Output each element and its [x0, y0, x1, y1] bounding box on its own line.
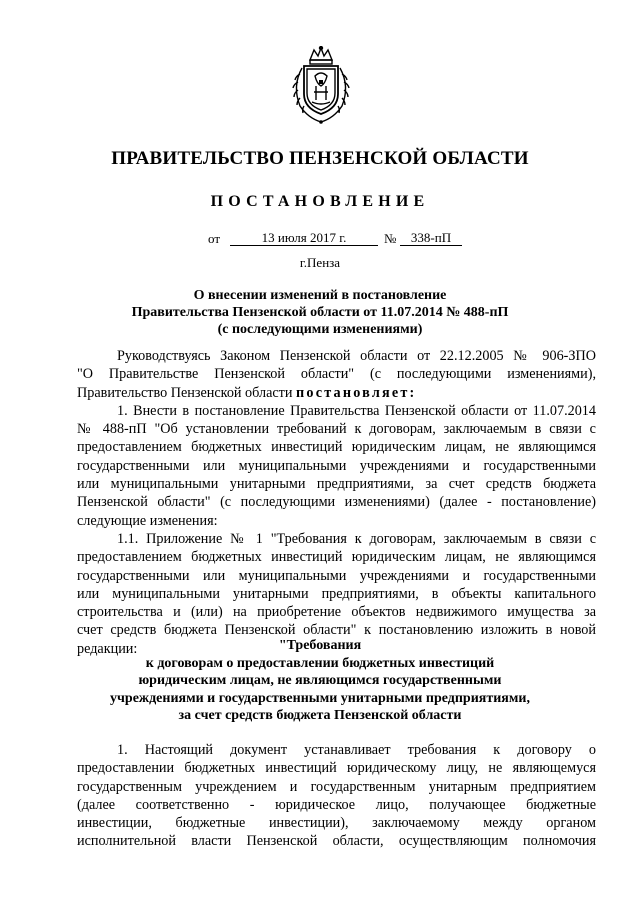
preamble-text: Правительство Пензенской области: [77, 384, 297, 401]
body-line: следующие изменения:: [77, 512, 218, 529]
body-line: (далее соответственно - юридическое лицо, получающее бюджетные: [77, 796, 596, 813]
document-subject: [0, 287, 640, 338]
penza-coat-of-arms-icon: [290, 46, 352, 126]
requirements-title-line: юридическим лицам, не являющимся государственными: [138, 673, 502, 688]
subject-line: (с последующими изменениями): [217, 322, 423, 337]
body-line: государственным учреждением и государственным унитарным предприятием: [77, 778, 596, 795]
requirements-title-line: учреждениями и государственными унитарными предприятиями,: [110, 690, 530, 706]
body-line: [77, 384, 596, 402]
document-number: 338-пП: [400, 231, 462, 246]
body-line: предоставлением бюджетных инвестиций юридическим лицам, не являющимся: [77, 549, 596, 566]
body-line: № 488-пП "Об установлении требований к договорам, заключаемым в связи с: [77, 421, 596, 438]
subject-line: Правительства Пензенской области от 11.07.2014 № 488-пП: [131, 305, 509, 320]
place-of-issue: г.Пенза: [299, 255, 341, 270]
document-type: ПОСТАНОВЛЕНИЕ: [210, 193, 430, 210]
requirements-title-line: к договорам о предоставлении бюджетных инвестиций: [145, 655, 495, 671]
body-line: исполнительной власти Пензенской области, осуществляющим полномочия: [77, 833, 596, 850]
body-line: 1. Внести в постановление Правительства Пензенской области от 11.07.2014: [117, 402, 596, 419]
number-prefix: №: [384, 231, 397, 246]
requirements-clause-1: [77, 741, 596, 851]
body-line: 1. Настоящий документ устанавливает требования к договору о: [117, 742, 596, 758]
body-line: "О Правительстве Пензенской области" (с последующими изменениями),: [77, 366, 596, 383]
government-title: ПРАВИТЕЛЬСТВО ПЕНЗЕНСКОЙ ОБЛАСТИ: [111, 148, 529, 169]
requirements-title-line: за счет средств бюджета Пензенской области: [178, 708, 462, 723]
body-line: строительства и (или) на приобретение объектов недвижимого имущества за: [77, 604, 596, 621]
body-line: государственными или муниципальными учреждениями и государственными: [77, 567, 596, 584]
requirements-title: [0, 637, 640, 725]
subject-line: О внесении изменений в постановление: [193, 288, 447, 303]
body-line: предоставлении бюджетных инвестиций юридическому лицу, не являющемуся: [77, 760, 596, 777]
resolves-word: постановляет:: [296, 384, 417, 401]
body-line: или муниципальными унитарными предприятиями, в объекты капитального: [77, 585, 596, 602]
document-date: 13 июля 2017 г.: [230, 231, 378, 246]
body-line: или муниципальными унитарными предприятиями, за счет средств бюджета: [77, 476, 596, 493]
body-line: 1.1. Приложение № 1 "Требования к договорам, заключаемым в связи с: [117, 530, 596, 547]
body-line: счет средств бюджета Пензенской области" к постановлению изложить в новой: [77, 622, 596, 639]
body-line: предоставлением бюджетных инвестиций юридическим лицам, не являющимся: [77, 439, 596, 456]
requirements-title-line: "Требования: [278, 638, 362, 653]
resolution-body: [77, 347, 596, 658]
body-line: Руководствуясь Законом Пензенской области от 22.12.2005 № 906-ЗПО: [117, 348, 596, 364]
date-prefix: от: [208, 231, 221, 246]
body-line: Пензенской области" (с последующими изменениями) (далее - постановление): [77, 494, 596, 511]
body-line: редакции:: [77, 640, 138, 657]
body-line: государственными или муниципальными учреждениями и государственными: [77, 457, 596, 474]
body-line: инвестиции, бюджетные инвестиции), заключаемому между органом: [77, 815, 596, 832]
